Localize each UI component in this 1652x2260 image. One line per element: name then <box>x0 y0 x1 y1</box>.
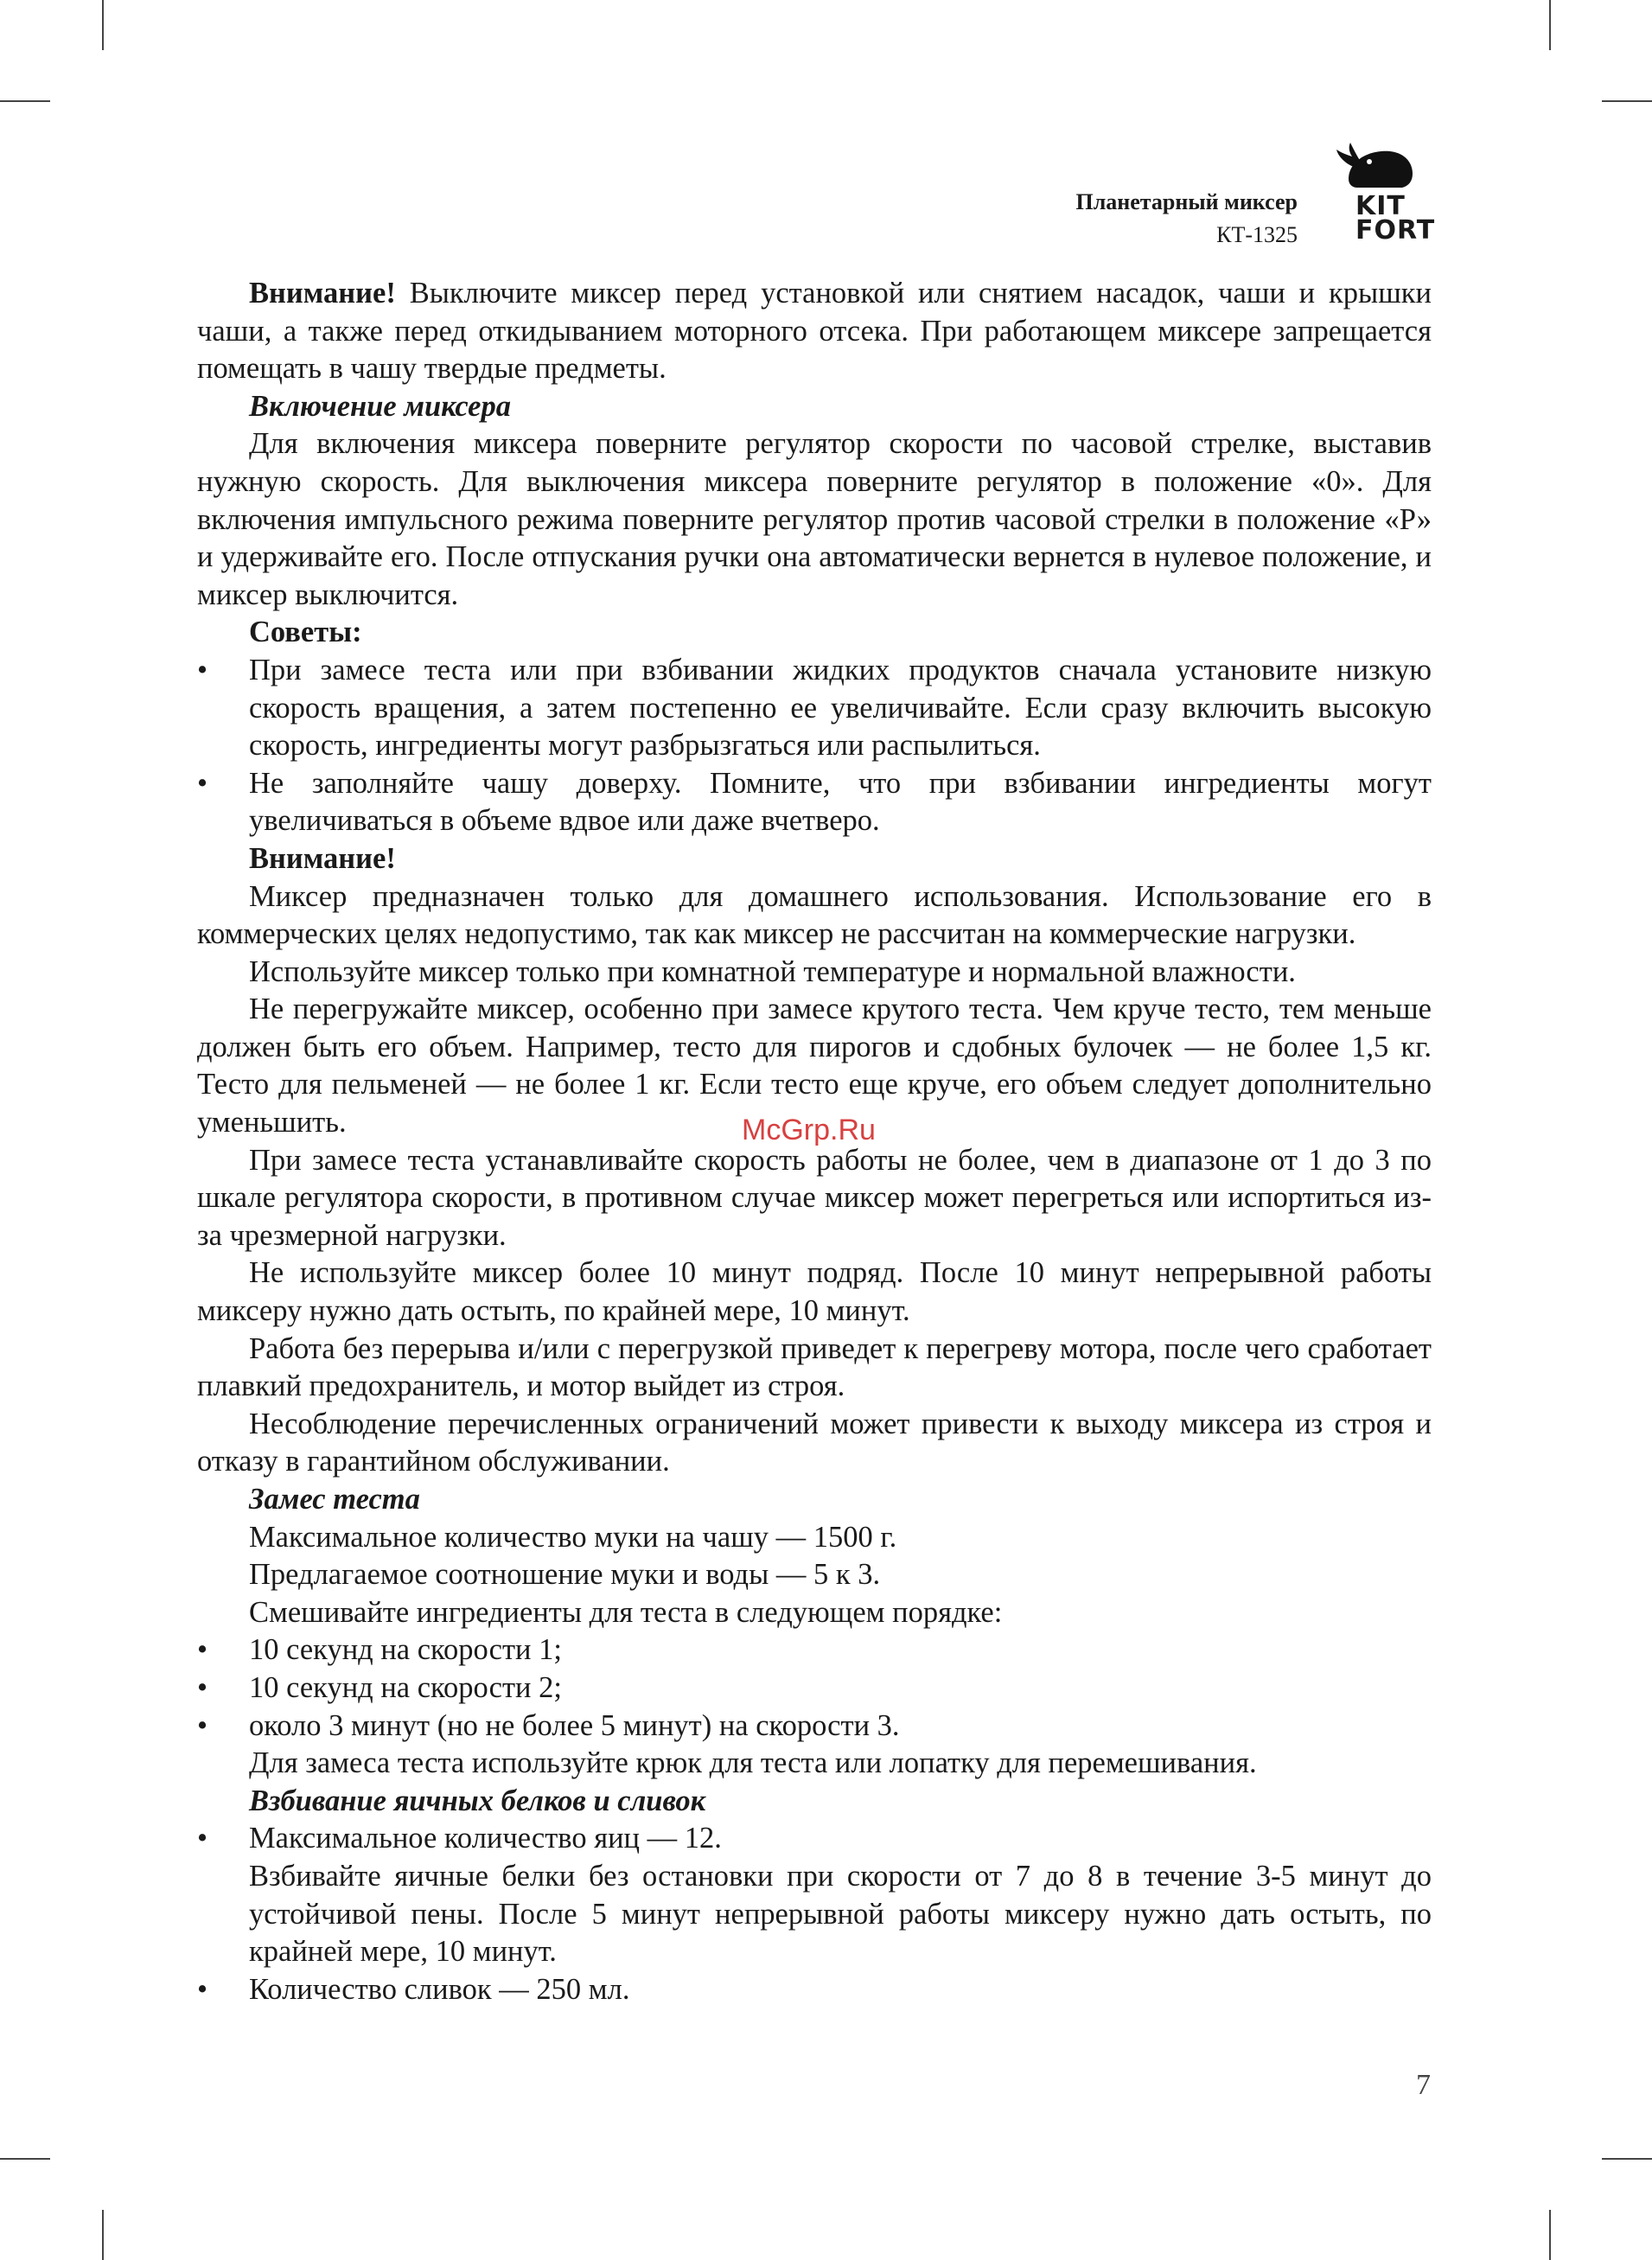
model-number: КТ-1325 <box>1216 222 1298 247</box>
paragraph: Не перегружайте миксер, особенно при замесе крутого теста. Чем круче тесто, тем меньше должен быть его объем. Например, тесто для пирогов и сдобных булочек — не более 1,5 кг. Тесто для пельменей — не более 1 кг. Если тесто еще круче, его объем следует дополнительно уменьшить. <box>197 993 1432 1140</box>
list-item: • Не заполняйте чашу доверху. Помните, что при взбивании ингредиенты могут увеличиваться в объеме вдвое или даже вчетверо. <box>197 766 1432 838</box>
bullet: • <box>197 1670 208 1704</box>
section-heading-dough: Замес теста <box>249 1483 420 1516</box>
crop-mark <box>1602 100 1652 102</box>
page-number: 7 <box>1416 2069 1431 2101</box>
bullet: • <box>197 1708 208 1742</box>
brand-text: KIT FORT <box>1355 191 1436 246</box>
bullet: • <box>197 1822 208 1855</box>
crop-mark <box>1549 2210 1551 2260</box>
whale-icon <box>1323 134 1444 196</box>
list-item: • 10 секунд на скорости 1; <box>197 1631 1432 1669</box>
crop-mark <box>102 2210 104 2260</box>
paragraph: При замесе теста устанавливайте скорость работы не более, чем в диапазоне от 1 до 3 по шкале регулятора скорости, в противном случае миксер может перегреться или испортиться из-за чрезмерной нагрузки. <box>197 1143 1432 1252</box>
paragraph: Работа без перерыва и/или с перегрузкой приведет к перегреву мотора, после чего сработает плавкий предохранитель, и мотор выйдет из строя. <box>197 1331 1432 1403</box>
section-heading-whipping: Взбивание яичных белков и сливок <box>249 1784 706 1817</box>
crop-mark <box>1602 2158 1652 2160</box>
crop-mark <box>102 0 104 50</box>
section-heading-switch-on: Включение миксера <box>249 389 511 423</box>
paragraph: Для включения миксера поверните регулятор скорости по часовой стрелке, выставив нужную скорость. Для выключения миксера поверните регулятор в положение «0». Для включения импульсного режима поверните регулятор против часовой стрелки в положение «Р» и удерживайте его. После отпускания ручки она автоматически вернется в нулевое положение, и миксер выключится. <box>197 427 1432 611</box>
bullet: • <box>197 1972 208 2006</box>
paragraph: Миксер предназначен только для домашнего использования. Использование его в коммерческих целях недопустимо, так как миксер не рассчитан на коммерческие нагрузки. <box>197 879 1432 951</box>
product-name: Планетарный миксер <box>1075 189 1298 214</box>
list-item: • При замесе теста или при взбивании жидких продуктов сначала установите низкую скорость вращения, а затем постепенно ее увеличивайте. Если сразу включить высокую скорость, ингредиенты могут разбрызгаться или распылиться. <box>197 653 1432 763</box>
bullet: • <box>197 766 208 800</box>
paragraph: Предлагаемое соотношение муки и воды — 5 к 3. <box>249 1558 881 1592</box>
section-heading-attention: Внимание! <box>249 841 396 875</box>
list-item: • Количество сливок — 250 мл. <box>197 1971 1432 2009</box>
page-header <box>1075 186 1298 252</box>
paragraph: Используйте миксер только при комнатной температуре и нормальной влажности. <box>249 954 1296 988</box>
brand-logo <box>1323 134 1444 246</box>
bullet: • <box>197 653 208 686</box>
crop-mark <box>0 100 50 102</box>
list-item: • Максимальное количество яиц — 12. <box>197 1820 1432 1858</box>
paragraph: Несоблюдение перечисленных ограничений может привести к выходу миксера из строя и отказу в гарантийном обслуживании. <box>197 1407 1432 1478</box>
watermark: McGrp.Ru <box>742 1114 876 1146</box>
paragraph: Взбивайте яичные белки без остановки при скорости от 7 до 8 в течение 3-5 минут до устойчивой пены. После 5 минут непрерывной работы миксеру нужно дать остыть, по крайней мере, 10 минут. <box>249 1859 1432 1969</box>
list-item: • около 3 минут (но не более 5 минут) на скорости 3. <box>197 1708 1432 1746</box>
section-heading-tips: Советы: <box>249 616 362 649</box>
paragraph: Для замеса теста используйте крюк для теста или лопатку для перемешивания. <box>249 1746 1257 1780</box>
warning-label: Внимание! <box>249 277 396 310</box>
bullet: • <box>197 1633 208 1667</box>
paragraph: Максимальное количество муки на чашу — 1500 г. <box>249 1520 897 1554</box>
list-item: • 10 секунд на скорости 2; <box>197 1669 1432 1708</box>
crop-mark <box>0 2158 50 2160</box>
warning-paragraph: Внимание! Выключите миксер перед установкой или снятием насадок, чаши и крышки чаши, а также перед откидыванием моторного отсека. При работающем миксере запрещается помещать в чашу твердые предметы. <box>197 277 1432 386</box>
crop-mark <box>1549 0 1551 50</box>
paragraph: Не используйте миксер более 10 минут подряд. После 10 минут непрерывной работы миксеру нужно дать остыть, по крайней мере, 10 минут. <box>197 1256 1432 1328</box>
paragraph: Смешивайте ингредиенты для теста в следующем порядке: <box>249 1595 1003 1629</box>
